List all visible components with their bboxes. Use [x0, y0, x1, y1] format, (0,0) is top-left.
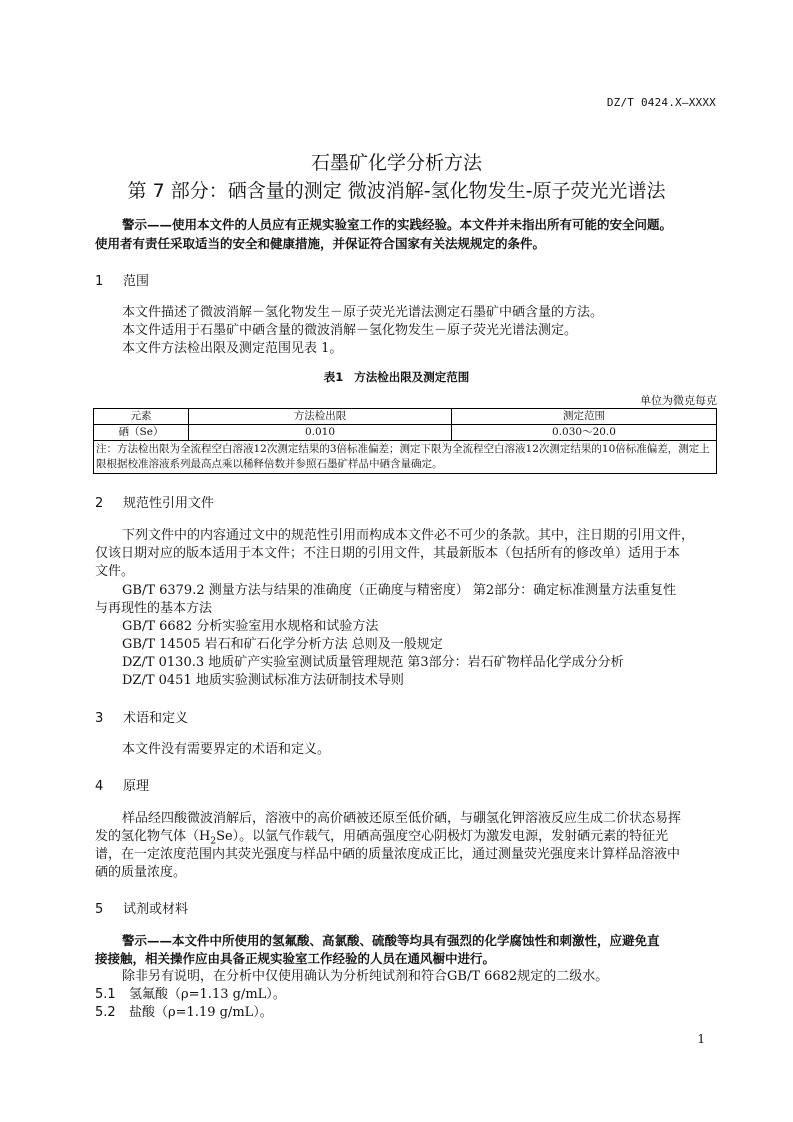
- section-5-heading: [95, 898, 188, 917]
- table-caption-number: 表1: [323, 370, 344, 384]
- principle-text: 发的氢化物气体（H: [95, 829, 211, 844]
- section-title: 原理: [123, 779, 150, 794]
- table-note-row: [94, 441, 717, 474]
- document-code: DZ/T 0424.X—XXXX: [606, 96, 716, 109]
- section-number: 1: [95, 274, 104, 289]
- principle-line-1: 样品经四酸微波消解后，溶液中的高价硒被还原至低价硒，与硼氢化钾溶液反应生成二价状态易挥: [122, 811, 682, 826]
- table-unit: 单位为微克每克: [640, 394, 717, 407]
- reagent-item-2: [95, 1004, 273, 1022]
- references-intro-line-2: 仅该日期对应的版本适用于本文件；不注日期的引用文件，其最新版本（包括所有的修改单）适用于本: [95, 546, 681, 561]
- section-4-heading: [95, 775, 149, 794]
- document-title: 石墨矿化学分析方法: [310, 152, 482, 174]
- item-number: 5.2: [95, 1005, 116, 1020]
- section-3-heading: [95, 707, 188, 726]
- item-number: 5.1: [95, 987, 116, 1002]
- reagent-warning-line-1: 警示——本文件中所使用的氢氟酸、高氯酸、硫酸等均具有强烈的化学腐蚀性和刺激性，应避免直: [122, 933, 660, 948]
- page-number: 1: [697, 1032, 705, 1046]
- reference-4: DZ/T 0130.3 地质矿产实验室测试质量管理规范 第3部分：岩石矿物样品化学成分分析: [122, 655, 624, 670]
- principle-text: Se）。以氩气作载气，用硒高强度空心阴极灯为激发电源，发射硒元素的特征光: [216, 829, 669, 844]
- section-title: 规范性引用文件: [123, 496, 215, 511]
- section-number: 2: [95, 496, 104, 511]
- table-cell: 硒（Se）: [94, 425, 189, 441]
- section-number: 5: [95, 902, 104, 917]
- reference-1: GB/T 6379.2 测量方法与结果的准确度（正确度与精密度） 第2部分：确定标准测量方法重复性: [122, 583, 677, 598]
- table-caption: [0, 369, 793, 385]
- section-1-heading: [95, 270, 149, 289]
- scope-paragraph-3: 本文件方法检出限及测定范围见表 1。: [122, 341, 343, 356]
- references-intro-line-3: 文件。: [95, 564, 135, 579]
- terms-paragraph: 本文件没有需要界定的术语和定义。: [122, 742, 331, 757]
- item-text: 盐酸（ρ=1.19 g/mL）。: [129, 1005, 273, 1020]
- section-title: 范围: [123, 274, 150, 289]
- subscript: 2: [210, 836, 217, 847]
- table-header-cell: 元素: [94, 409, 189, 425]
- section-title: 试剂或材料: [123, 902, 189, 917]
- table-header-cell: 测定范围: [452, 409, 717, 425]
- section-2-heading: [95, 492, 214, 511]
- reference-1-continued: 与再现性的基本方法: [95, 601, 213, 616]
- section-number: 4: [95, 779, 104, 794]
- section-title: 术语和定义: [123, 711, 189, 726]
- reference-3: GB/T 14505 岩石和矿石化学分析方法 总则及一般规定: [122, 637, 443, 652]
- reference-5: DZ/T 0451 地质实验测试标准方法研制技术导则: [122, 673, 404, 688]
- table-note: 注：方法检出限为全流程空白溶液12次测定结果的3倍标准偏差；测定下限为全流程空白溶液12次测定结果的10倍标准偏差，测定上限根据校准溶液系列最高点乘以稀释倍数并参照石墨矿样品中硒含量确定。: [94, 441, 717, 474]
- references-intro-line-1: 下列文件中的内容通过文中的规范性引用而构成本文件必不可少的条款。其中，注日期的引用文件，: [122, 528, 695, 543]
- reagent-warning-line-2: 接接触，相关操作应由具备正规实验室工作经验的人员在通风橱中进行。: [95, 951, 496, 966]
- scope-paragraph-2: 本文件适用于石墨矿中硒含量的微波消解－氢化物发生－原子荧光光谱法测定。: [122, 323, 578, 338]
- table-header-cell: 方法检出限: [189, 409, 452, 425]
- reference-2: GB/T 6682 分析实验室用水规格和试验方法: [122, 619, 379, 634]
- section-number: 3: [95, 711, 104, 726]
- detection-limit-table: [93, 408, 717, 474]
- scope-paragraph-1: 本文件描述了微波消解－氢化物发生－原子荧光光谱法测定石墨矿中硒含量的方法。: [122, 305, 604, 320]
- table-cell: 0.030～20.0: [452, 425, 717, 441]
- principle-line-3: 谱，在一定浓度范围内其荧光强度与样品中硒的质量浓度成正比，通过测量荧光强度来计算样品溶液中: [95, 847, 681, 862]
- principle-line-4: 硒的质量浓度。: [95, 865, 187, 880]
- reagent-item-1: [95, 986, 286, 1004]
- table-cell: 0.010: [189, 425, 452, 441]
- warning-line-2: 使用者有责任采取适当的安全和健康措施，并保证符合国家有关法规规定的条件。: [95, 236, 546, 251]
- item-text: 氢氟酸（ρ=1.13 g/mL）。: [129, 987, 286, 1002]
- table-header-row: [94, 409, 717, 425]
- reagent-note: 除非另有说明，在分析中仅使用确认为分析纯试剂和符合GB/T 6682规定的二级水。: [122, 969, 609, 984]
- table-row: [94, 425, 717, 441]
- document-subtitle: 第 7 部分：硒含量的测定 微波消解-氢化物发生-原子荧光光谱法: [127, 180, 666, 202]
- table-caption-title: 方法检出限及测定范围: [354, 370, 470, 384]
- warning-line-1: 警示——使用本文件的人员应有正规实验室工作的实践经验。本文件并未指出所有可能的安全问题。: [122, 217, 673, 232]
